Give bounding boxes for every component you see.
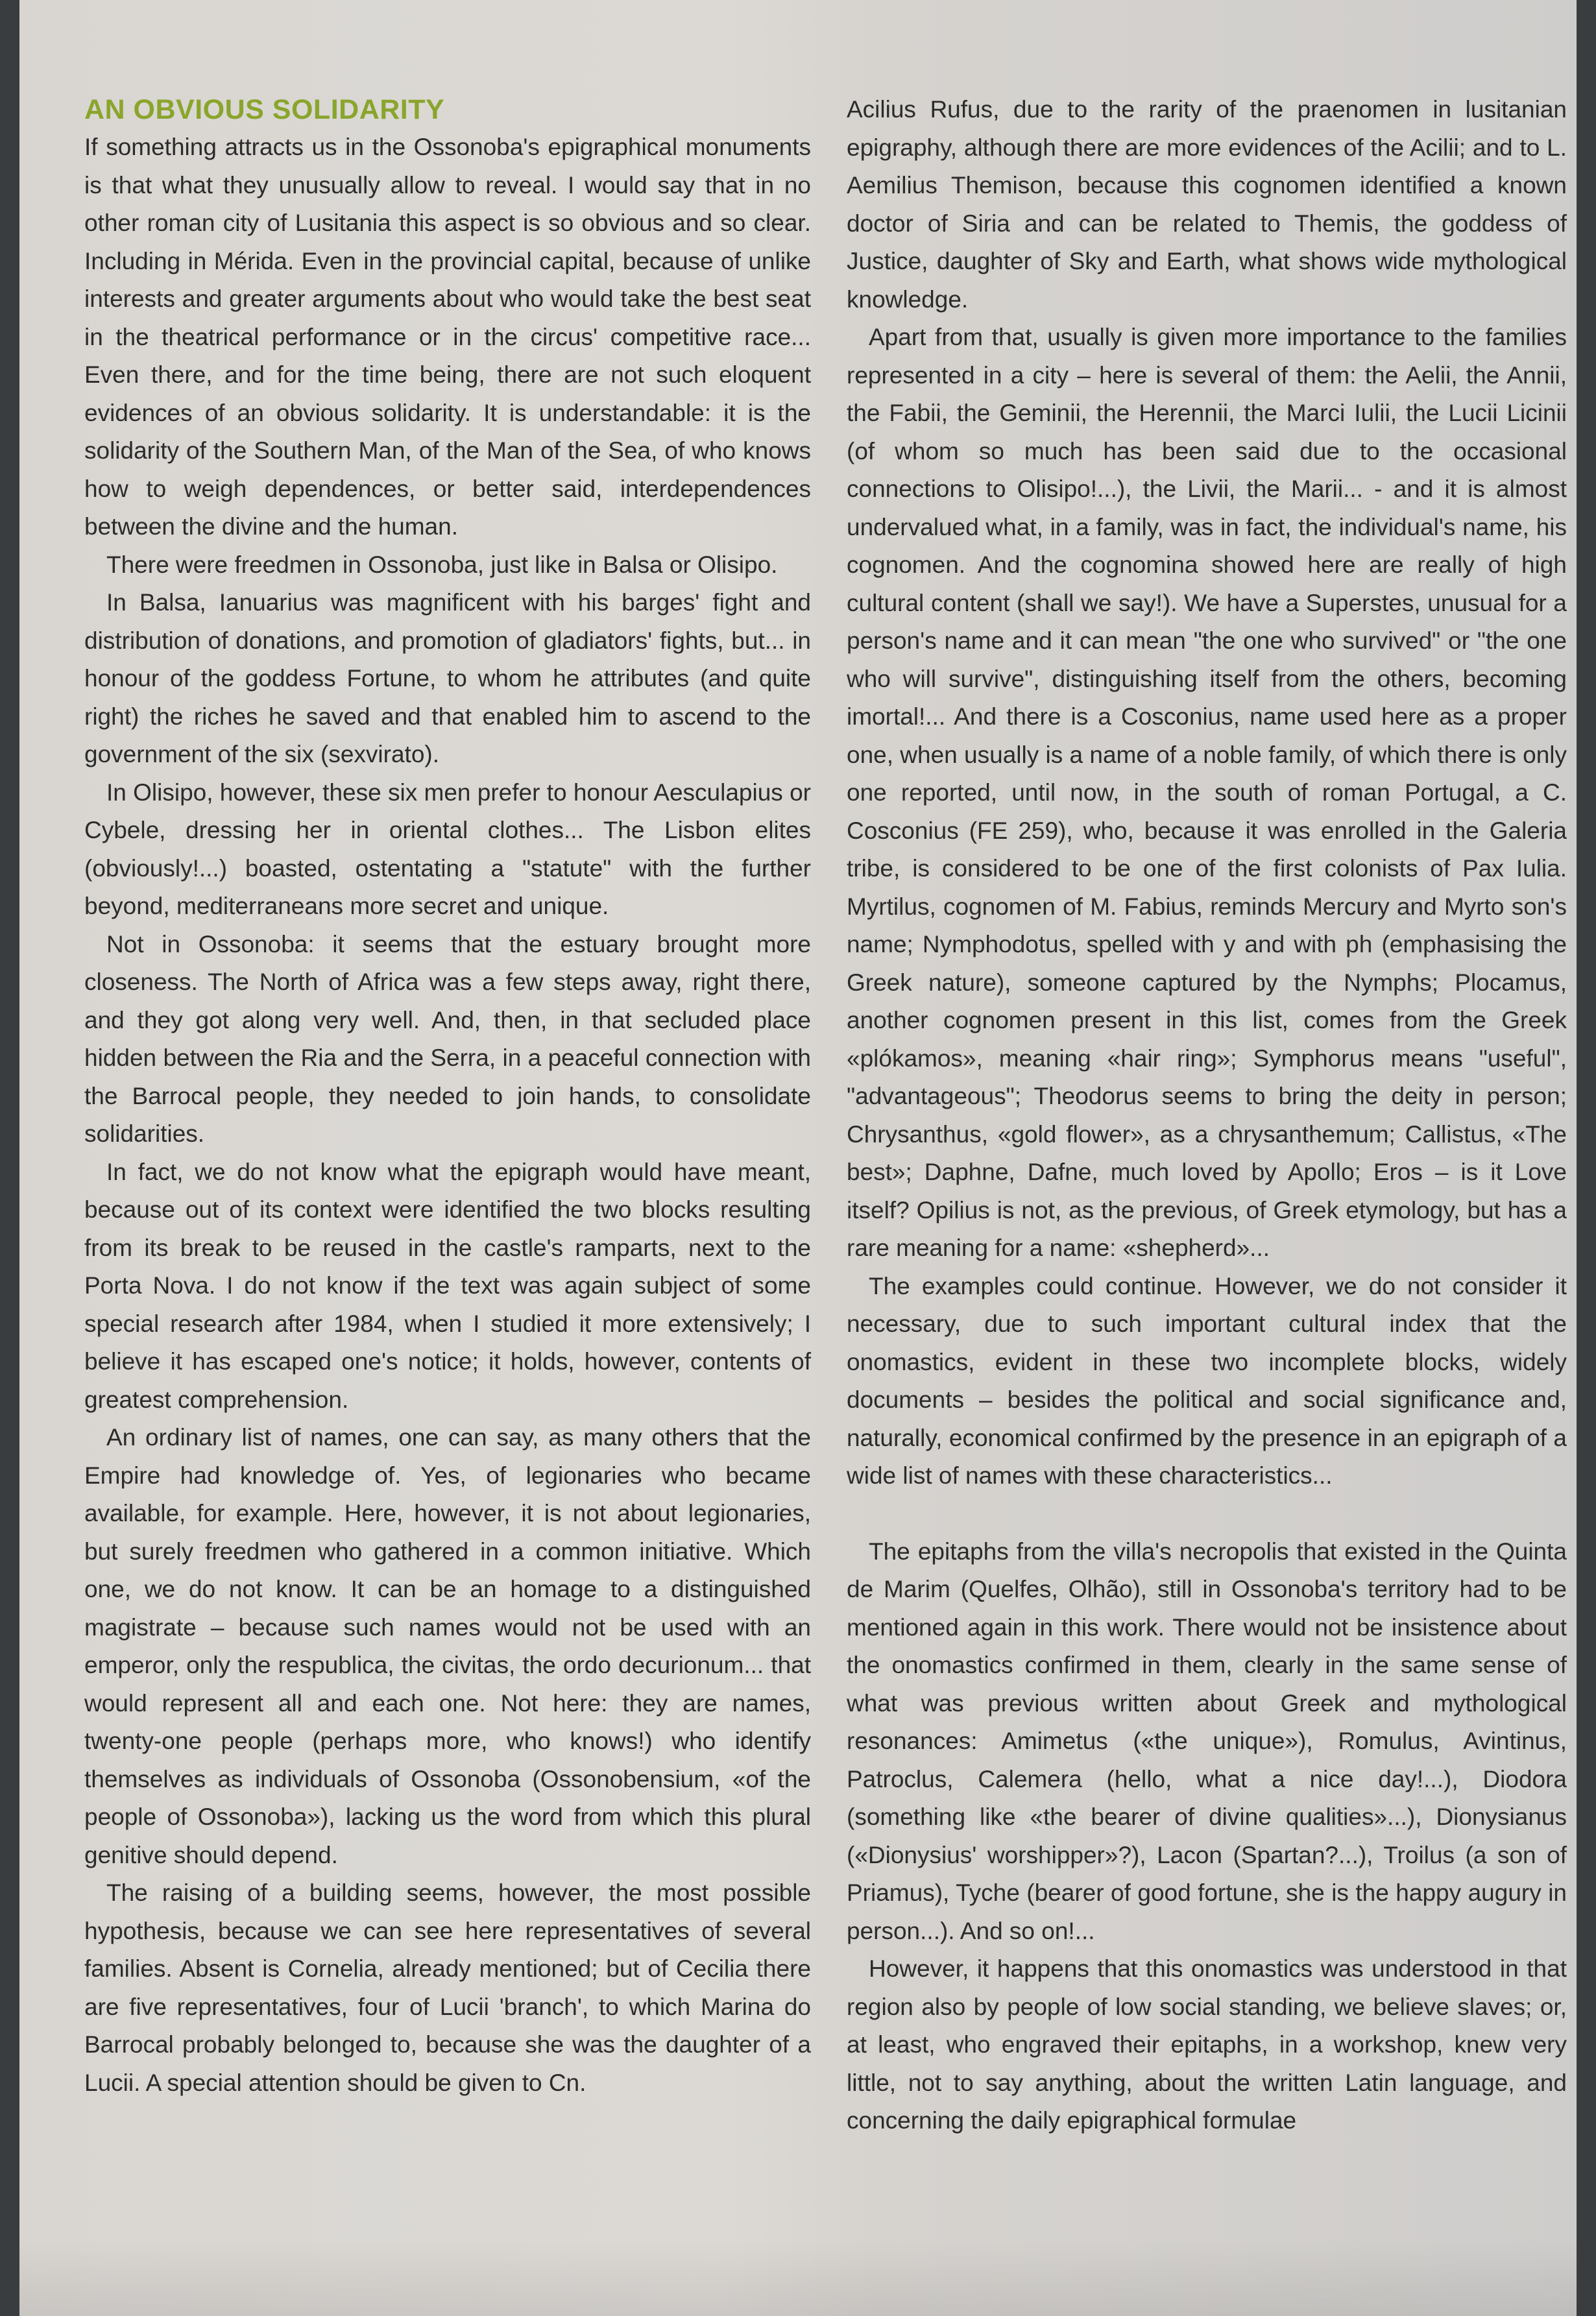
paragraph: However, it happens that this onomastics was understood in that region also by people of low social standing, we believe slaves; or, at least, who engraved their epitaphs, in a workshop, knew very little, not to say anything, about the written Latin language, and concerning the daily epigraphical formulae (847, 1955, 1567, 2134)
paragraph: The epitaphs from the villa's necropolis that existed in the Quinta de Marim (Quelfes, Olhão), still in Ossonoba's territory had to be mentioned again in this work. There would not be insistence about the onomastics confirmed in them, clearly in the same sense of what was previous written about Greek and mythological resonances: Amimetus («the unique»), Romulus, Avintinus, Patroclus, Calemera (hello, what a nice day!...), Diodora (something like «the bearer of divine qualities»...), Dionysianus («Dionysius' worshipper»?), Lacon (Spartan?...), Troilus (a son of Priamus), Tyche (bearer of good fortune, she is the happy augury in person...). And so on!... (847, 1538, 1567, 1944)
paragraph: In Olisipo, however, these six men prefer to honour Aesculapius or Cybele, dressing her in oriental clothes... The Lisbon elites (obviously!...) boasted, ostentating a "statute" with the further beyond, mediterraneans more secret and unique. (84, 778, 811, 919)
paragraph: The examples could continue. However, we do not consider it necessary, due to such important cultural index that the onomastics, evident in these two incomplete blocks, widely documents – besides the political and social significance and, naturally, economical confirmed by the presence in an epigraph of a wide list of names with these characteristics... (847, 1272, 1567, 1489)
paragraph: In fact, we do not know what the epigraph would have meant, because out of its context were identified the two blocks resulting from its break to be reused in the castle's ramparts, next to the Porta Nova. I do not know if the text was again subject of some special research after 1984, when I studied it more extensively; I believe it has escaped one's notice; it holds, however, contents of greatest comprehension. (84, 1158, 811, 1413)
paragraph: Not in Ossonoba: it seems that the estuary brought more closeness. The North of Africa was a few steps away, right there, and they got along very well. And, then, in that secluded place hidden between the Ria and the Serra, in a peaceful connection with the Barrocal people, they needed to join hands, to consolidate solidarities. (84, 930, 811, 1147)
paragraph: In Balsa, Ianuarius was magnificent with his barges' fight and distribution of donations, and promotion of gladiators' fights, but... in honour of the goddess Fortune, to whom he attributes (and quite right) the riches he saved and that enabled him to ascend to the government of the six (sexvirato). (84, 589, 811, 767)
left-column (84, 91, 811, 2102)
page-shadow (19, 2238, 1577, 2316)
section-heading: AN OBVIOUS SOLIDARITY (84, 94, 445, 125)
paragraph: There were freedmen in Ossonoba, just like in Balsa or Olisipo. (106, 551, 778, 578)
right-column (847, 91, 1567, 2140)
paragraph: Apart from that, usually is given more importance to the families represented in a city – here is several of them: the Aelii, the Annii, the Fabii, the Geminii, the Herennii, the Marci Iulii, the Lucii Licinii (of whom so much has been said due to the occasional connections to Olisipo!...), the Livii, the Marii... - and it is almost undervalued what, in a family, was in fact, the individual's name, his cognomen. And the cognomina showed here are really of high cultural content (shall we say!). We have a Superstes, unusual for a person's name and it can mean "the one who survived" or "the one who will survive", distinguishing itself from the others, becoming imortal!... And there is a Cosconius, name used here as a proper one, when usually is a name of a noble family, of which there is only one reported, until now, in the south of roman Portugal, a C. Cosconius (FE 259), who, because it was enrolled in the Galeria tribe, is considered to be one of the first colonists of Pax Iulia. Myrtilus, cognomen of M. Fabius, reminds Mercury and Myrto son's name; Nymphodotus, spelled with y and with ph (emphasising the Greek nature), someone captured by the Nymphs; Plocamus, another cognomen present in this list, comes from the Greek «plókamos», meaning «hair ring»; Symphorus means "useful", "advantageous"; Theodorus seems to bring the deity in person; Chrysanthus, «gold flower», as a chrysanthemum; Callistus, «The best»; Daphne, Dafne, much loved by Apollo; Eros – is it Love itself? Opilius is not, as the previous, of Greek etymology, but has a rare meaning for a name: «shepherd»... (847, 324, 1567, 1261)
book-page (19, 0, 1577, 2316)
section-gap (847, 1495, 1567, 1533)
paragraph: The raising of a building seems, however, the most possible hypothesis, because we can see here representatives of several families. Absent is Cornelia, already mentioned; but of Cecilia there are five representatives, four of Lucii 'branch', to which Marina do Barrocal probably belonged to, because she was the daughter of a Lucii. A special attention should be given to Cn. (84, 1879, 811, 2096)
paragraph: Acilius Rufus, due to the rarity of the praenomen in lusitanian epigraphy, although there are more evidences of the Acilii; and to L. Aemilius Themison, because this cognomen identified a known doctor of Siria and can be related to Themis, the goddess of Justice, daughter of Sky and Earth, what shows wide mythological knowledge. (847, 96, 1567, 313)
paragraph: If something attracts us in the Ossonoba's epigraphical monuments is that what they unusually allow to reveal. I would say that in no other roman city of Lusitania this aspect is so obvious and so clear. Including in Mérida. Even in the provincial capital, because of unlike interests and greater arguments about who would take the best seat in the theatrical performance or in the circus' competitive race... Even there, and for the time being, there are not such eloquent evidences of an obvious solidarity. It is understandable: it is the solidarity of the Southern Man, of the Man of the Sea, of who knows how to weigh dependences, or better said, interdependences between the divine and the human. (84, 134, 811, 540)
paragraph: An ordinary list of names, one can say, as many others that the Empire had knowledge of. Yes, of legionaries who became available, for example. Here, however, it is not about legionaries, but surely freedmen who gathered in a common initiative. Which one, we do not know. It can be an homage to a distinguished magistrate – because such names would not be used with an emperor, only the respublica, the civitas, the ordo decurionum... that would represent all and each one. Not here: they are names, twenty-one people (perhaps more, who knows!) who identify themselves as individuals of Ossonoba (Ossonobensium, «of the people of Ossonoba»), lacking us the word from which this plural genitive should depend. (84, 1424, 811, 1868)
